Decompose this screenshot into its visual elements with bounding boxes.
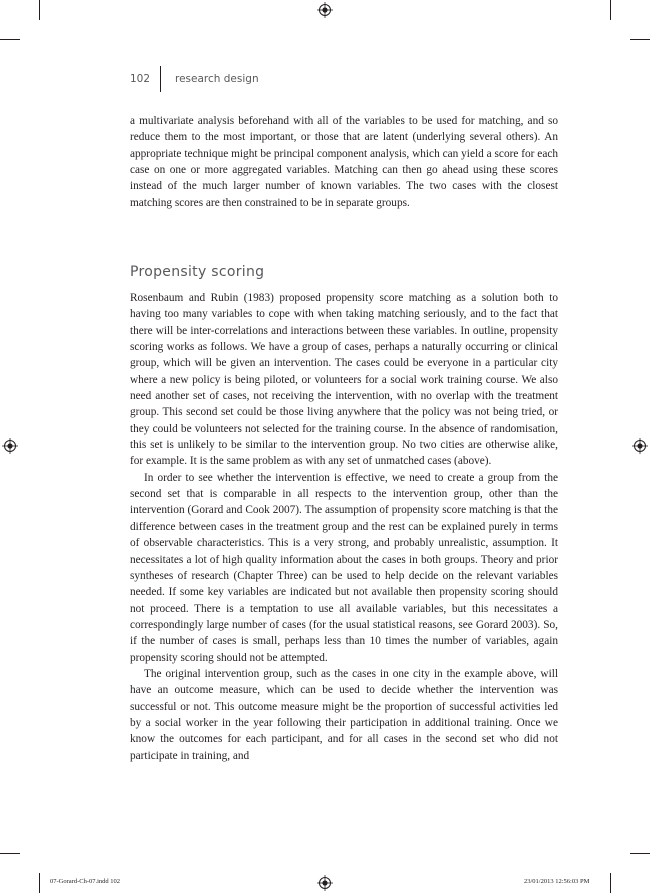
crop-mark bbox=[0, 853, 20, 854]
registration-mark-icon bbox=[317, 875, 333, 891]
intro-paragraph: a multivariate analysis beforehand with all of the variables to be used for matching, and so reduce them to the most important, or those that are latent (underlying several others). An appropriate technique might be principal component analysis, which can yield a score for each case on one or more aggregated variables. Matching can then go ahead using these scores instead of the much larger number of known variables. The two cases with the closest matching scores are then constrained to be in separate groups. bbox=[130, 115, 558, 209]
crop-mark bbox=[630, 39, 650, 40]
body-paragraph: The original intervention group, such as the cases in one city in the example above, will have an outcome measure, which can be used to decide whether the intervention was successful or not. This outcome measure might be the proportion of successful activities led by a social worker in the year following their participation in additional training. Once we know the outcomes for each participant, and for all cases in the second set who did not participate in training, and bbox=[130, 667, 558, 762]
running-header bbox=[130, 66, 259, 92]
intro-text-block bbox=[130, 113, 558, 211]
section-heading: Propensity scoring bbox=[130, 264, 265, 280]
registration-mark-icon bbox=[2, 438, 18, 454]
page-number: 102 bbox=[130, 73, 151, 85]
body-paragraph: Rosenbaum and Rubin (1983) proposed propensity score matching as a solution both to having too many variables to cope with when taking matching seriously, and to the fact that there will be inter-correlations and interactions between these variables. In outline, propensity scoring works as follows. We have a group of cases, perhaps a naturally occurring or clinical group, which will be given an intervention. The cases could be everyone in a particular city where a new policy is being piloted, or volunteers for a social work training course. We also need another set of cases, not receiving the intervention, with no overlap with the treatment group. This second set could be those living anywhere that the policy was not being tried, or they could be volunteers not selected for the training course. In the absence of randomisation, this set is unlikely to be similar to the intervention group. No two cities are otherwise alike, for example. It is the same problem as with any set of unmatched cases (above). bbox=[130, 292, 558, 468]
header-divider bbox=[160, 66, 161, 92]
slug-file-label: 07-Gorard-Ch-07.indd 102 bbox=[50, 878, 121, 885]
crop-mark bbox=[0, 39, 20, 40]
registration-mark-icon bbox=[317, 2, 333, 18]
crop-mark bbox=[630, 853, 650, 854]
registration-mark-icon bbox=[632, 438, 648, 454]
slug-timestamp: 23/01/2013 12:56:03 PM bbox=[524, 878, 590, 885]
running-title: research design bbox=[175, 73, 259, 85]
crop-mark bbox=[39, 873, 40, 893]
crop-mark bbox=[39, 0, 40, 20]
crop-mark bbox=[610, 873, 611, 893]
section-text-block bbox=[130, 290, 558, 764]
crop-mark bbox=[610, 0, 611, 20]
body-paragraph: In order to see whether the intervention is effective, we need to create a group from the second set that is comparable in all respects to the intervention group, other than the intervention (Gorard and Cook 2007). The assumption of propensity score matching is that the difference between cases in the treatment group and the rest can be explained purely in terms of observable characteristics. This is a very strong, and probably unrealistic, assumption. It necessitates a lot of high quality information about the cases in both groups. Theory and prior syntheses of research (Chapter Three) can be used to help decide on the relevant variables needed. If some key variables are indicated but not available then propensity scoring should not proceed. There is a temptation to use all available variables, but this necessitates a correspondingly large number of cases (for the usual statistical reasons, see Gorard 2003). So, if the number of cases is small, perhaps less than 10 times the number of variables, again propensity scoring should not be attempted. bbox=[130, 471, 558, 664]
